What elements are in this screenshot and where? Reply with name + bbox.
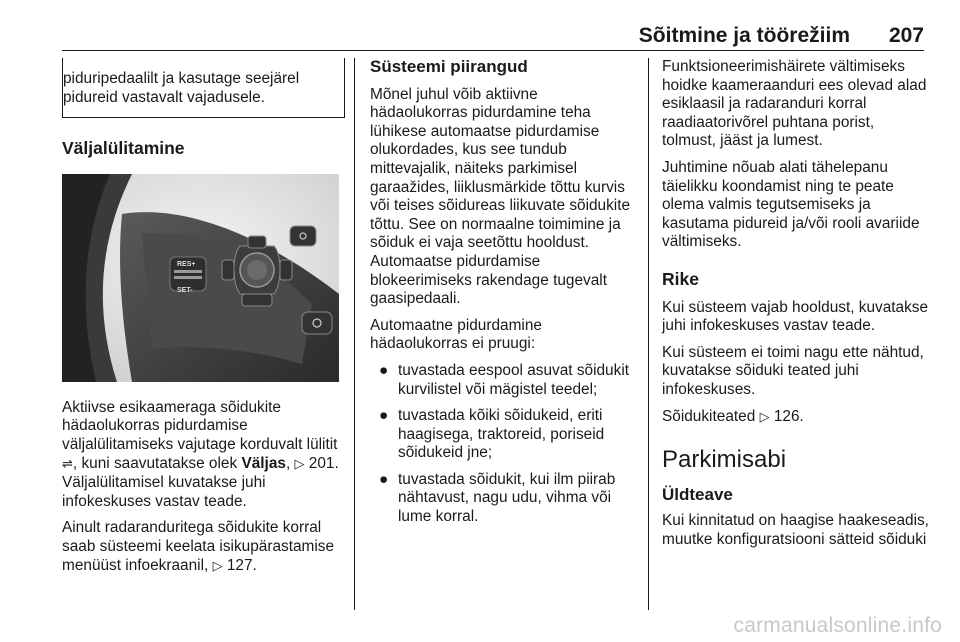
steering-wheel-photo xyxy=(62,174,339,382)
column-divider xyxy=(354,58,355,610)
column-right xyxy=(662,58,932,557)
bullet-icon: ● xyxy=(379,470,389,488)
section-heading: Rike xyxy=(662,268,699,289)
sensor-switch-icon: ⇌ xyxy=(62,456,73,472)
page-ref-icon: ▷ xyxy=(759,409,770,425)
set-label: SET- xyxy=(177,286,193,294)
section-heading: Väljalülitamine xyxy=(62,138,185,159)
page-number: 207 xyxy=(888,24,924,47)
paragraph: Juhtimine nõuab alati tähelepanu täielikku koondamist ning te peate olema valmis tegutsemiseks ja kasutama pidureid ja/või rooli avariide vältimiseks. xyxy=(662,158,920,251)
page-header xyxy=(62,0,924,51)
res-label: RES+ xyxy=(177,260,196,268)
list-item: ● tuvastada kõiki sõidukeid, eriti haagisega, traktoreid, poriseid sõidukeid jne; xyxy=(379,407,605,462)
column-left xyxy=(62,58,345,584)
watermark: carmanualsonline.info xyxy=(733,614,942,637)
column-middle xyxy=(370,58,632,535)
paragraph: Sõidukiteated ▷ 126. xyxy=(662,407,804,425)
bullet-list xyxy=(370,362,632,527)
section-heading: Süsteemi piirangud xyxy=(370,57,528,76)
subsection-heading: Üldteave xyxy=(662,484,733,504)
header-title: Sõitmine ja töörežiim xyxy=(638,24,850,47)
paragraph: Ainult radaranduritega sõidukite korral saab süsteemi keelata isikupärastamise menüüst infoekraanil, ▷ 127. xyxy=(62,519,335,574)
paragraph: Kui kinnitatud on haagise haakeseadis, muutke konfiguratsiooni sätteid sõiduki xyxy=(662,512,929,548)
paragraph: Kui süsteem vajab hooldust, kuvatakse juhi infokeskuses vastav teade. xyxy=(662,298,929,335)
note-box xyxy=(62,58,345,118)
note-text: piduripedaalilt ja kasutage seejärel pidureid vastavalt vajadusele. xyxy=(63,70,300,106)
list-item: ● tuvastada eespool asuvat sõidukit kurvilistel või mägistel teedel; xyxy=(379,361,630,398)
chapter-heading: Parkimisabi xyxy=(662,446,787,474)
paragraph: Funktsioneerimishäirete vältimiseks hoidke kaameraanduri ees olevad alad esiklaasil ja radaranduri korral raadiaatorivõrel puhtana porist, tolmust, jääst ja lumest. xyxy=(662,58,927,150)
bullet-icon: ● xyxy=(379,407,389,425)
paragraph: Kui süsteem ei toimi nagu ette nähtud, kuvatakse sõiduki teated juhi infokeskuses. xyxy=(662,343,924,398)
bullet-icon: ● xyxy=(379,361,389,379)
paragraph: Mõnel juhul võib aktiivne hädaolukorras pidurdamine teha lühikese automaatse pidurdamise olukordades, kus see tundub mittevajalik, näiteks parkimisel garaažides, liiklusmärkide tõttu kurvis või teises sõidureas liikuvate sõidukite tõttu. See on normaalne toimimine ja sõiduk ei vaja seetõttu hooldust. Automaatse pidurdamise blokeerimiseks rakendage tugevalt gaasipedaali. xyxy=(370,85,631,308)
page-ref-icon: ▷ xyxy=(294,456,305,472)
page-ref-icon: ▷ xyxy=(212,558,223,574)
column-divider xyxy=(648,58,649,610)
paragraph: Aktiivse esikaameraga sõidukite hädaolukorras pidurdamise väljalülitamiseks vajutage korduvalt lülitit ⇌, kuni saavutatakse olek Väljas, ▷ 201. Väljalülitamisel kuvatakse juhi infokeskuses vastav teade. xyxy=(62,398,339,510)
list-item: ● tuvastada sõidukit, kui ilm piirab nähtavust, nagu udu, vihma või lume korral. xyxy=(379,470,616,526)
paragraph: Automaatne pidurdamine hädaolukorras ei pruugi: xyxy=(370,316,542,353)
